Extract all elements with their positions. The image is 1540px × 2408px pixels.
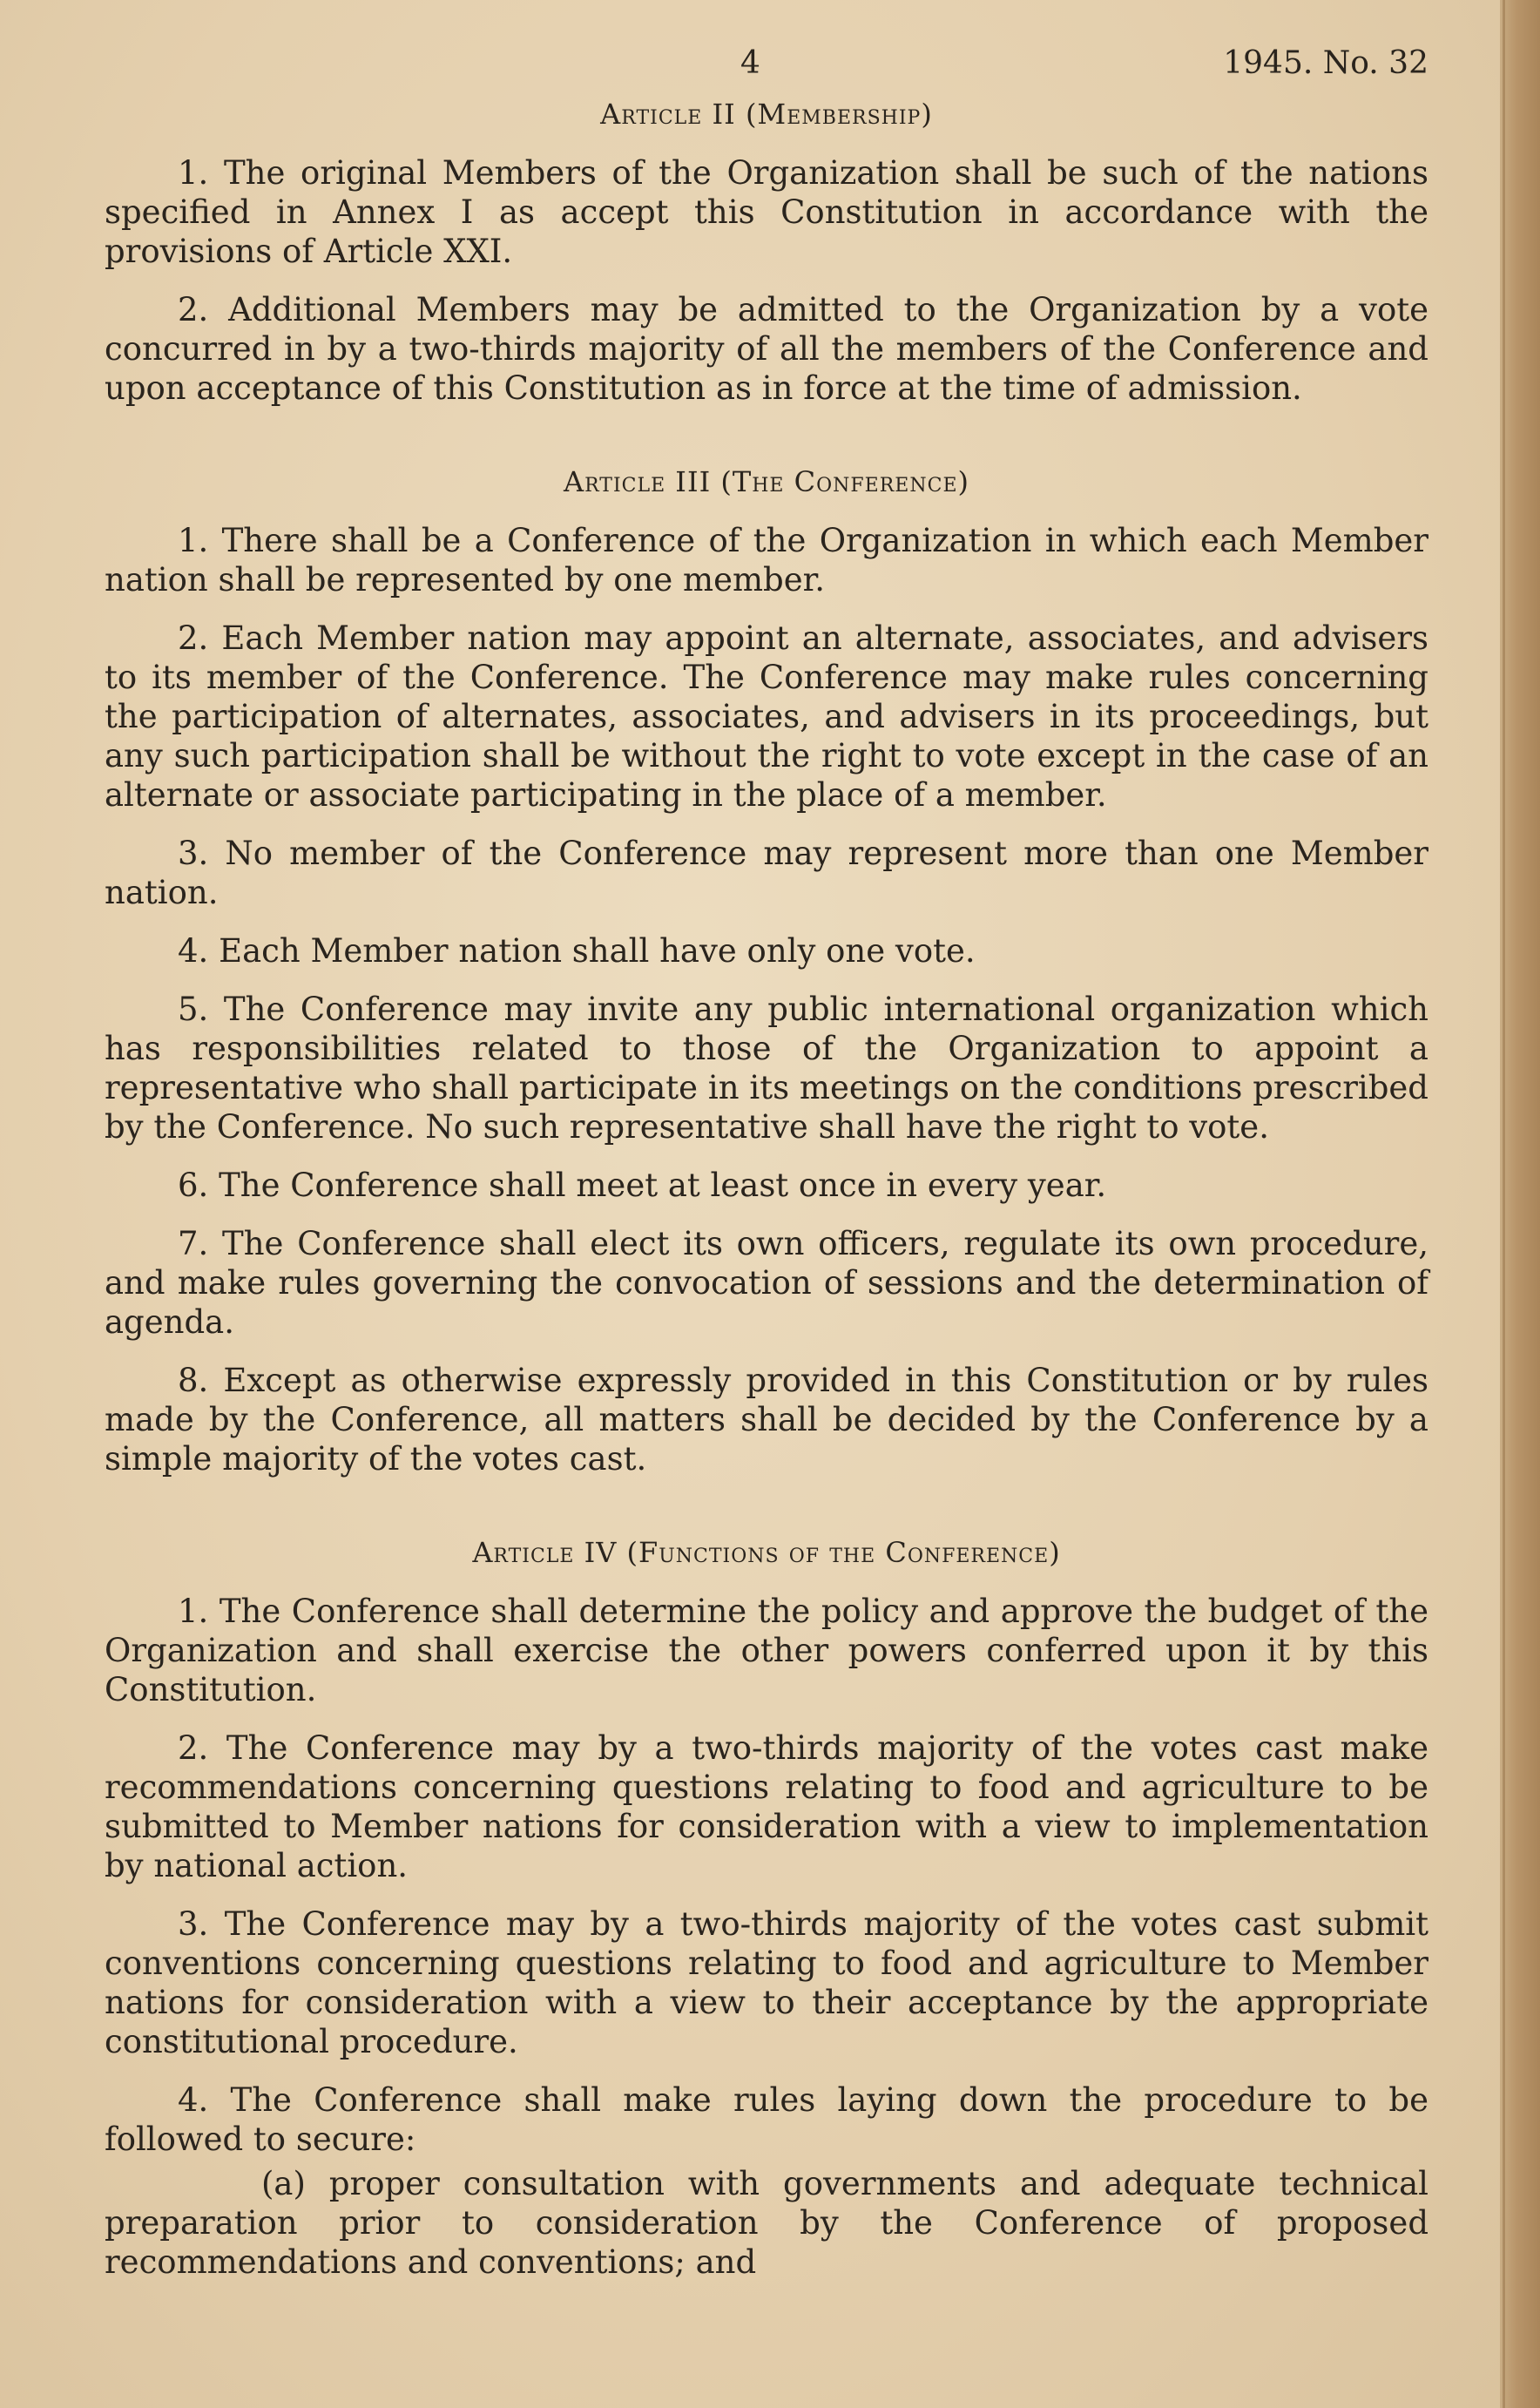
paragraph: 1. There shall be a Conference of the Organization in which each Member nation shall be represented by one member. (105, 522, 1429, 599)
document-reference: 1945. No. 32 (1223, 45, 1429, 81)
paragraph: 7. The Conference shall elect its own officers, regulate its own procedure, and make rules governing the convocation of sessions and the determination of agenda. (105, 1225, 1429, 1341)
article-conference (105, 465, 1429, 1478)
paragraph: 6. The Conference shall meet at least once in every year. (178, 1167, 1107, 1204)
paragraph: 2. Each Member nation may appoint an alternate, associates, and advisers to its member of the Conference. The Conference may make rules concerning the participation of alternates, associates, and advisers in its proceedings, but any such participation shall be without the right to vote except in the case of an alternate or associate participating in the place of a member. (105, 619, 1429, 814)
page-content (105, 35, 1429, 2301)
article-functions-of-conference (105, 1536, 1429, 2282)
section-gap (105, 427, 1429, 465)
sub-paragraph: (a) proper consultation with governments and adequate technical preparation prior to consideration by the Conference of proposed recommendations and conventions; and (105, 2165, 1429, 2281)
paragraph: 5. The Conference may invite any public international organization which has responsibilities related to those of the Organization to appoint a representative who shall participate in its meetings on the conditions prescribed by the Conference. No such representative shall have the right to vote. (105, 991, 1429, 1146)
article-membership (105, 98, 1429, 408)
page-edge (1500, 0, 1540, 2408)
paragraph: 2. The Conference may by a two-thirds majority of the votes cast make recommendations concerning questions relating to food and agriculture to be submitted to Member nations for consideration with a view to implementation by national action. (105, 1729, 1429, 1884)
paragraph: 2. Additional Members may be admitted to the Organization by a vote concurred in by a two-thirds majority of all the members of the Conference and upon acceptance of this Constitution as in force at the time of admission. (105, 291, 1429, 407)
section-gap (105, 1498, 1429, 1536)
page-fold-line (1503, 0, 1505, 2408)
paragraph: 1. The Conference shall determine the policy and approve the budget of the Organization and shall exercise the other powers conferred upon it by this Constitution. (105, 1593, 1429, 1708)
paragraph: 4. Each Member nation shall have only one vote. (178, 932, 976, 970)
page-number: 4 (740, 45, 760, 81)
paragraph: 8. Except as otherwise expressly provided in this Constitution or by rules made by the Conference, all matters shall be decided by the Conference by a simple majority of the votes cast. (105, 1362, 1429, 1478)
page-header (105, 35, 1429, 98)
paragraph: 1. The original Members of the Organization shall be such of the nations specified in Annex I as accept this Constitution in accordance with the provisions of Article XXI. (105, 154, 1429, 270)
article-heading: Article II (Membership) (600, 98, 933, 131)
paragraph: 3. The Conference may by a two-thirds majority of the votes cast submit conventions concerning questions relating to food and agriculture to Member nations for consideration with a view to their acceptance by the appropriate constitutional procedure. (105, 1905, 1429, 2060)
article-heading: Article IV (Functions of the Conference) (472, 1536, 1061, 1569)
paragraph: 3. No member of the Conference may represent more than one Member nation. (105, 835, 1429, 911)
paragraph: 4. The Conference shall make rules laying down the procedure to be followed to secure: (105, 2081, 1429, 2158)
article-heading: Article III (The Conference) (563, 465, 969, 498)
